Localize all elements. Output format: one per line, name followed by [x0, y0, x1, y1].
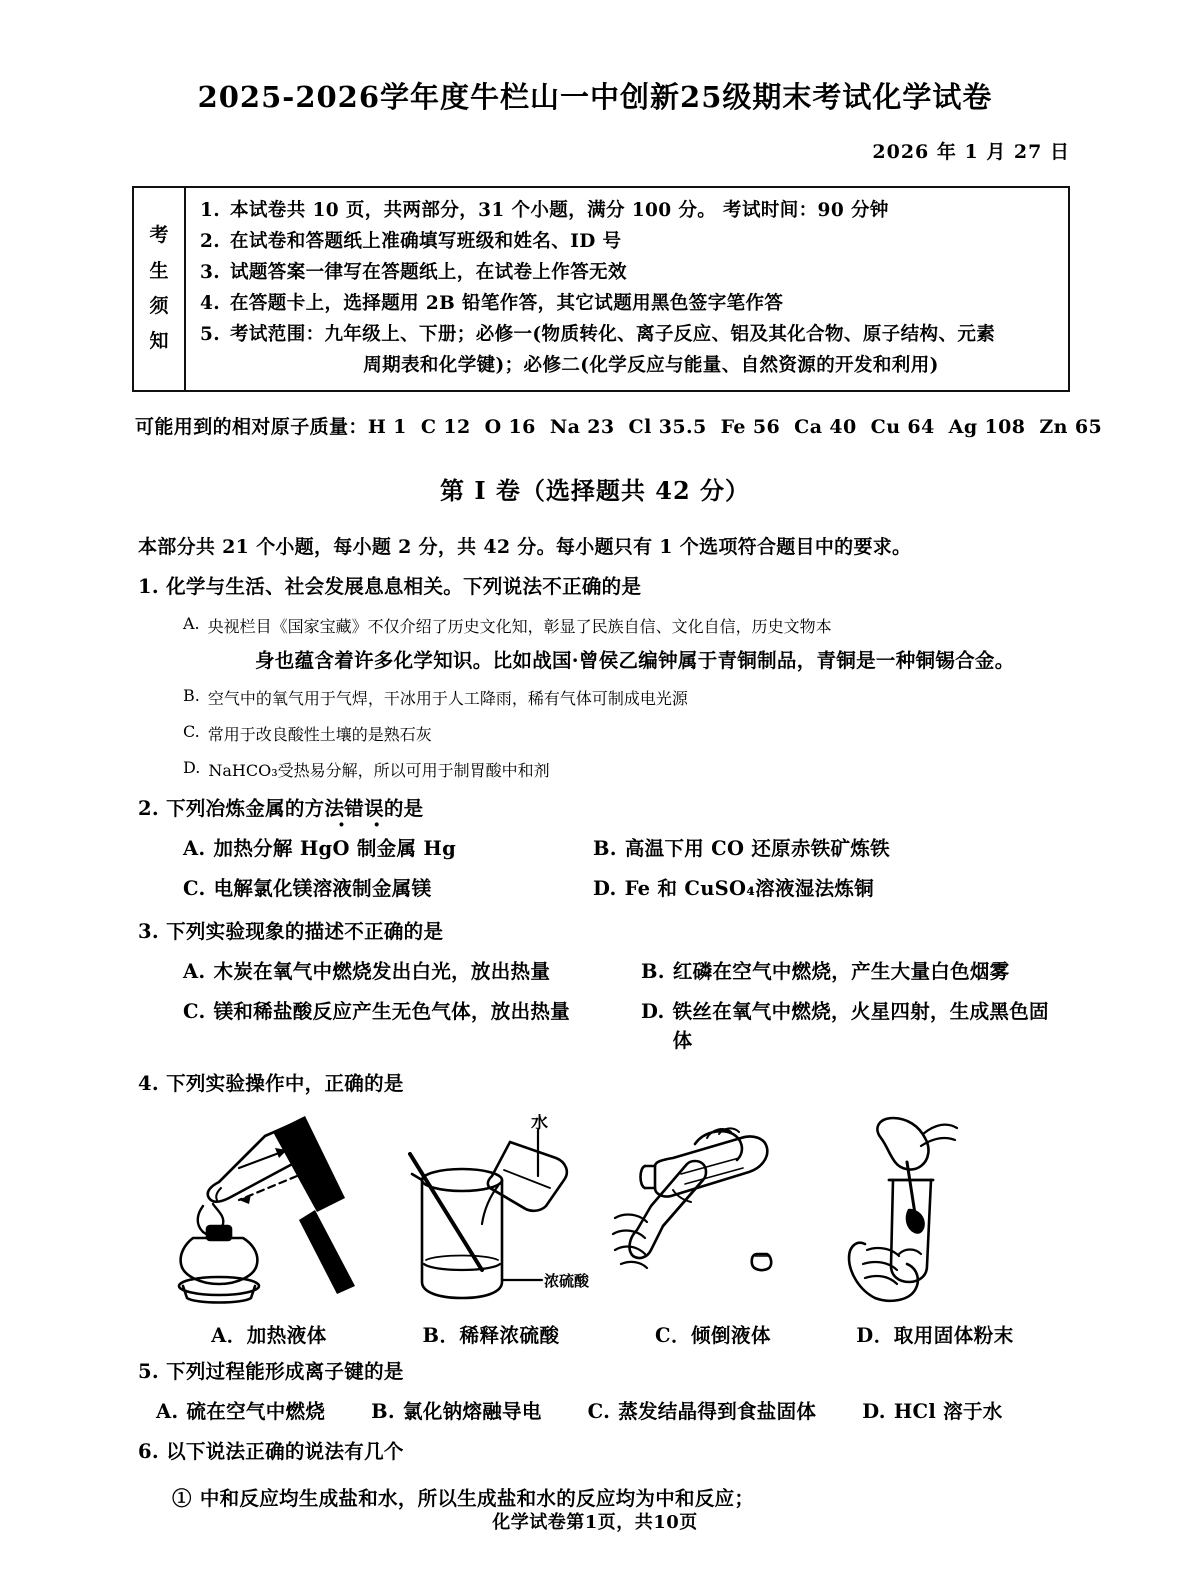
pouring-liquid-figure — [611, 1114, 816, 1309]
option-row — [138, 758, 1068, 781]
figure-label-c: C．倾倒液体 — [654, 1323, 772, 1347]
option-text: 电解氯化镁溶液制金属镁 — [213, 877, 432, 901]
notice-label-char: 须 — [149, 294, 169, 317]
option-a[interactable] — [156, 1397, 325, 1426]
question-stem — [138, 795, 1068, 823]
figure-annotation-sulfuric-acid: 浓硫酸 — [544, 1271, 590, 1290]
option-letter: C. — [183, 1000, 206, 1024]
question-text: 下列实验现象的描述不正确的是 — [166, 919, 444, 943]
option-text: 蒸发结晶得到食盐固体 — [618, 1400, 817, 1424]
option-text: 木炭在氧气中燃烧发出白光，放出热量 — [213, 959, 551, 983]
notice-item-text-line2: 周期表和化学键)；必修二(化学反应与能量、自然资源的开发和利用) — [363, 354, 939, 376]
question-text: 化学与生活、社会发展息息相关。下列说法不正确的是 — [166, 574, 642, 598]
option-b[interactable] — [641, 957, 1009, 986]
diluting-sulfuric-acid-figure — [386, 1114, 596, 1309]
part-one-heading: 第 I 卷（选择题共 42 分） — [439, 475, 751, 505]
statement-marker: ① — [172, 1486, 192, 1510]
question-text: 下列实验操作中，正确的是 — [166, 1071, 404, 1095]
option-row — [138, 874, 1068, 903]
figure-cell-a — [158, 1114, 380, 1314]
question-stem — [138, 573, 1068, 601]
option-a[interactable] — [183, 957, 641, 986]
option-row — [138, 1397, 1068, 1426]
option-letter: B. — [593, 837, 617, 861]
notice-item-number: 5. — [200, 323, 221, 345]
option-row — [138, 614, 1068, 673]
option-text: NaHCO₃受热易分解，所以可用于制胃酸中和剂 — [208, 760, 550, 780]
question-4 — [138, 1070, 1068, 1348]
option-letter: A. — [156, 1400, 179, 1424]
option-row — [138, 686, 1068, 709]
taking-solid-powder-figure — [835, 1114, 1035, 1309]
option-c[interactable] — [183, 874, 593, 903]
emphasis-text: 错误 · · — [344, 795, 384, 823]
option-list — [138, 957, 1068, 1056]
figure-label-d: D．取用固体粉末 — [856, 1323, 1014, 1347]
question-text-after: 的是 — [383, 796, 424, 820]
figure-label-a: A．加热液体 — [211, 1323, 327, 1347]
page-title: 2025-2026学年度牛栏山一中创新25级期末考试化学试卷 — [197, 80, 993, 114]
option-list — [138, 614, 1068, 781]
question-number: 6. — [138, 1440, 159, 1464]
notice-item — [200, 196, 1060, 226]
option-letter: A. — [183, 837, 206, 861]
relative-atomic-mass-line — [135, 412, 1190, 439]
candidate-notice-box — [132, 186, 1070, 392]
option-letter: A. — [183, 613, 200, 633]
question-3 — [138, 918, 1068, 1056]
question-2 — [138, 795, 1068, 904]
option-text: Fe 和 CuSO₄溶液湿法炼铜 — [624, 877, 874, 901]
option-letter: B. — [371, 1400, 396, 1424]
option-letter: C. — [183, 877, 206, 901]
option-c[interactable] — [183, 997, 641, 1056]
atomic-mass-entry: Fe 56 — [720, 415, 781, 438]
figure-label-b: B．稀释浓硫酸 — [422, 1323, 560, 1347]
option-letter: D. — [593, 877, 617, 901]
question-1 — [138, 573, 1068, 781]
option-text: HCl 溶于水 — [893, 1400, 1003, 1424]
option-c[interactable] — [183, 722, 1068, 745]
option-d[interactable] — [641, 997, 1068, 1056]
exam-date: 2026 年 1 月 27 日 — [872, 140, 1070, 163]
atomic-mass-entry: Cu 64 — [870, 415, 935, 438]
option-text: 加热分解 HgO 制金属 Hg — [213, 837, 457, 861]
atomic-mass-entry: C 12 — [420, 415, 471, 438]
option-row — [138, 834, 1068, 863]
option-a[interactable] — [183, 834, 593, 863]
option-d[interactable] — [862, 1397, 1002, 1426]
notice-item-number: 3. — [200, 261, 221, 283]
question-number: 5. — [138, 1359, 159, 1383]
notice-item-text: 试题答案一律写在答题纸上，在试卷上作答无效 — [230, 261, 627, 283]
option-letter: A. — [183, 959, 206, 983]
notice-label-vertical — [134, 188, 186, 390]
option-row — [138, 997, 1068, 1056]
question-text-before: 下列冶炼金属的方法 — [166, 796, 345, 820]
option-row — [138, 722, 1068, 745]
apparatus-label-row — [138, 1320, 1068, 1348]
question-stem — [138, 918, 1068, 946]
atomic-mass-entry: O 16 — [484, 415, 536, 438]
notice-label-char: 考 — [149, 224, 169, 247]
notice-item-list — [186, 188, 1068, 390]
atomic-mass-entry: Cl 35.5 — [628, 415, 707, 438]
notice-item-number: 1. — [200, 199, 221, 221]
notice-item-text: 在答题卡上，选择题用 2B 铅笔作答，其它试题用黑色签字笔作答 — [230, 292, 784, 314]
option-letter: C. — [183, 721, 200, 741]
notice-label-char: 生 — [149, 259, 169, 282]
page-footer: 化学试卷第1页，共10页 — [492, 1512, 698, 1533]
option-d[interactable] — [593, 874, 874, 903]
option-list — [138, 1397, 1068, 1426]
statement-text: 中和反应均生成盐和水，所以生成盐和水的反应均为中和反应； — [199, 1486, 755, 1510]
question-stem — [138, 1358, 1068, 1386]
figure-cell-c — [602, 1114, 824, 1314]
option-text: 硫在空气中燃烧 — [186, 1400, 326, 1424]
option-letter: B. — [641, 959, 665, 983]
question-text: 以下说法正确的说法有几个 — [166, 1440, 404, 1464]
figure-cell-d — [824, 1114, 1046, 1314]
option-b[interactable] — [593, 834, 890, 863]
option-b[interactable] — [183, 686, 1068, 709]
notice-item-text: 在试卷和答题纸上准确填写班级和姓名、ID 号 — [230, 230, 622, 252]
figure-annotation-water: 水 — [531, 1113, 548, 1133]
question-6-statement-1 — [172, 1483, 1190, 1511]
option-list — [138, 834, 1068, 904]
option-text: 常用于改良酸性土壤的是熟石灰 — [207, 724, 432, 744]
atomic-mass-entry: Ag 108 — [948, 415, 1026, 438]
option-text: 铁丝在氧气中燃烧，火星四射，生成黑色固体 — [672, 1000, 1049, 1053]
notice-item — [200, 227, 1060, 257]
question-5 — [138, 1358, 1068, 1427]
notice-item-number: 4. — [200, 292, 221, 314]
option-c[interactable] — [588, 1397, 817, 1426]
notice-item-text — [230, 320, 1060, 381]
question-number: 1. — [138, 574, 159, 598]
notice-item — [200, 258, 1060, 288]
question-6 — [138, 1438, 1068, 1466]
atomic-mass-prefix: 可能用到的相对原子质量： — [135, 415, 368, 438]
option-d[interactable] — [183, 758, 1068, 781]
option-b[interactable] — [371, 1397, 541, 1426]
option-letter: D. — [641, 1000, 665, 1024]
apparatus-figure-row — [138, 1114, 1068, 1314]
notice-item-text: 本试卷共 10 页，共两部分，31 个小题，满分 100 分。 考试时间：90 分钟 — [230, 199, 889, 221]
option-text: 镁和稀盐酸反应产生无色气体，放出热量 — [213, 1000, 570, 1024]
question-number: 3. — [138, 919, 159, 943]
atomic-mass-entry: Na 23 — [549, 415, 615, 438]
notice-item — [200, 320, 1060, 381]
heating-liquid-figure — [169, 1114, 369, 1309]
atomic-mass-entry: Ca 40 — [794, 415, 857, 438]
notice-item-text-line1: 考试范围：九年级上、下册；必修一(物质转化、离子反应、铝及其化合物、原子结构、元素 — [230, 323, 996, 345]
option-letter: D. — [862, 1400, 886, 1424]
option-text: 央视栏目《国家宝藏》不仅介绍了历史文化知，彰显了民族自信、文化自信，历史文物本 — [207, 616, 832, 636]
question-number: 4. — [138, 1071, 159, 1095]
atomic-mass-entry: H 1 — [367, 415, 407, 438]
question-stem — [138, 1070, 1068, 1098]
option-a[interactable] — [183, 614, 1068, 637]
question-stem — [138, 1438, 1068, 1466]
option-row — [138, 957, 1068, 986]
figure-cell-b — [380, 1114, 602, 1314]
option-text: 高温下用 CO 还原赤铁矿炼铁 — [624, 837, 890, 861]
option-text: 红磷在空气中燃烧，产生大量白色烟雾 — [672, 959, 1010, 983]
notice-item — [200, 289, 1060, 319]
option-letter: D. — [183, 757, 201, 777]
option-text: 空气中的氧气用于气焊，干冰用于人工降雨，稀有气体可制成电光源 — [207, 688, 688, 708]
option-a-continuation: 身也蕴含着许多化学知识。比如战国·曾侯乙编钟属于青铜制品，青铜是一种铜锡合金。 — [255, 648, 1015, 672]
atomic-mass-entry: Zn 65 — [1039, 415, 1103, 438]
option-text: 氯化钠熔融导电 — [403, 1400, 542, 1424]
notice-item-number: 2. — [200, 230, 221, 252]
question-number: 2. — [138, 796, 159, 820]
option-letter: C. — [587, 1400, 611, 1424]
question-text: 下列过程能形成离子键的是 — [166, 1359, 404, 1383]
option-letter: B. — [183, 685, 200, 705]
part-one-instruction: 本部分共 21 个小题，每小题 2 分，共 42 分。每小题只有 1 个选项符合题目中的要求。 — [138, 535, 912, 558]
notice-label-char: 知 — [149, 329, 169, 352]
